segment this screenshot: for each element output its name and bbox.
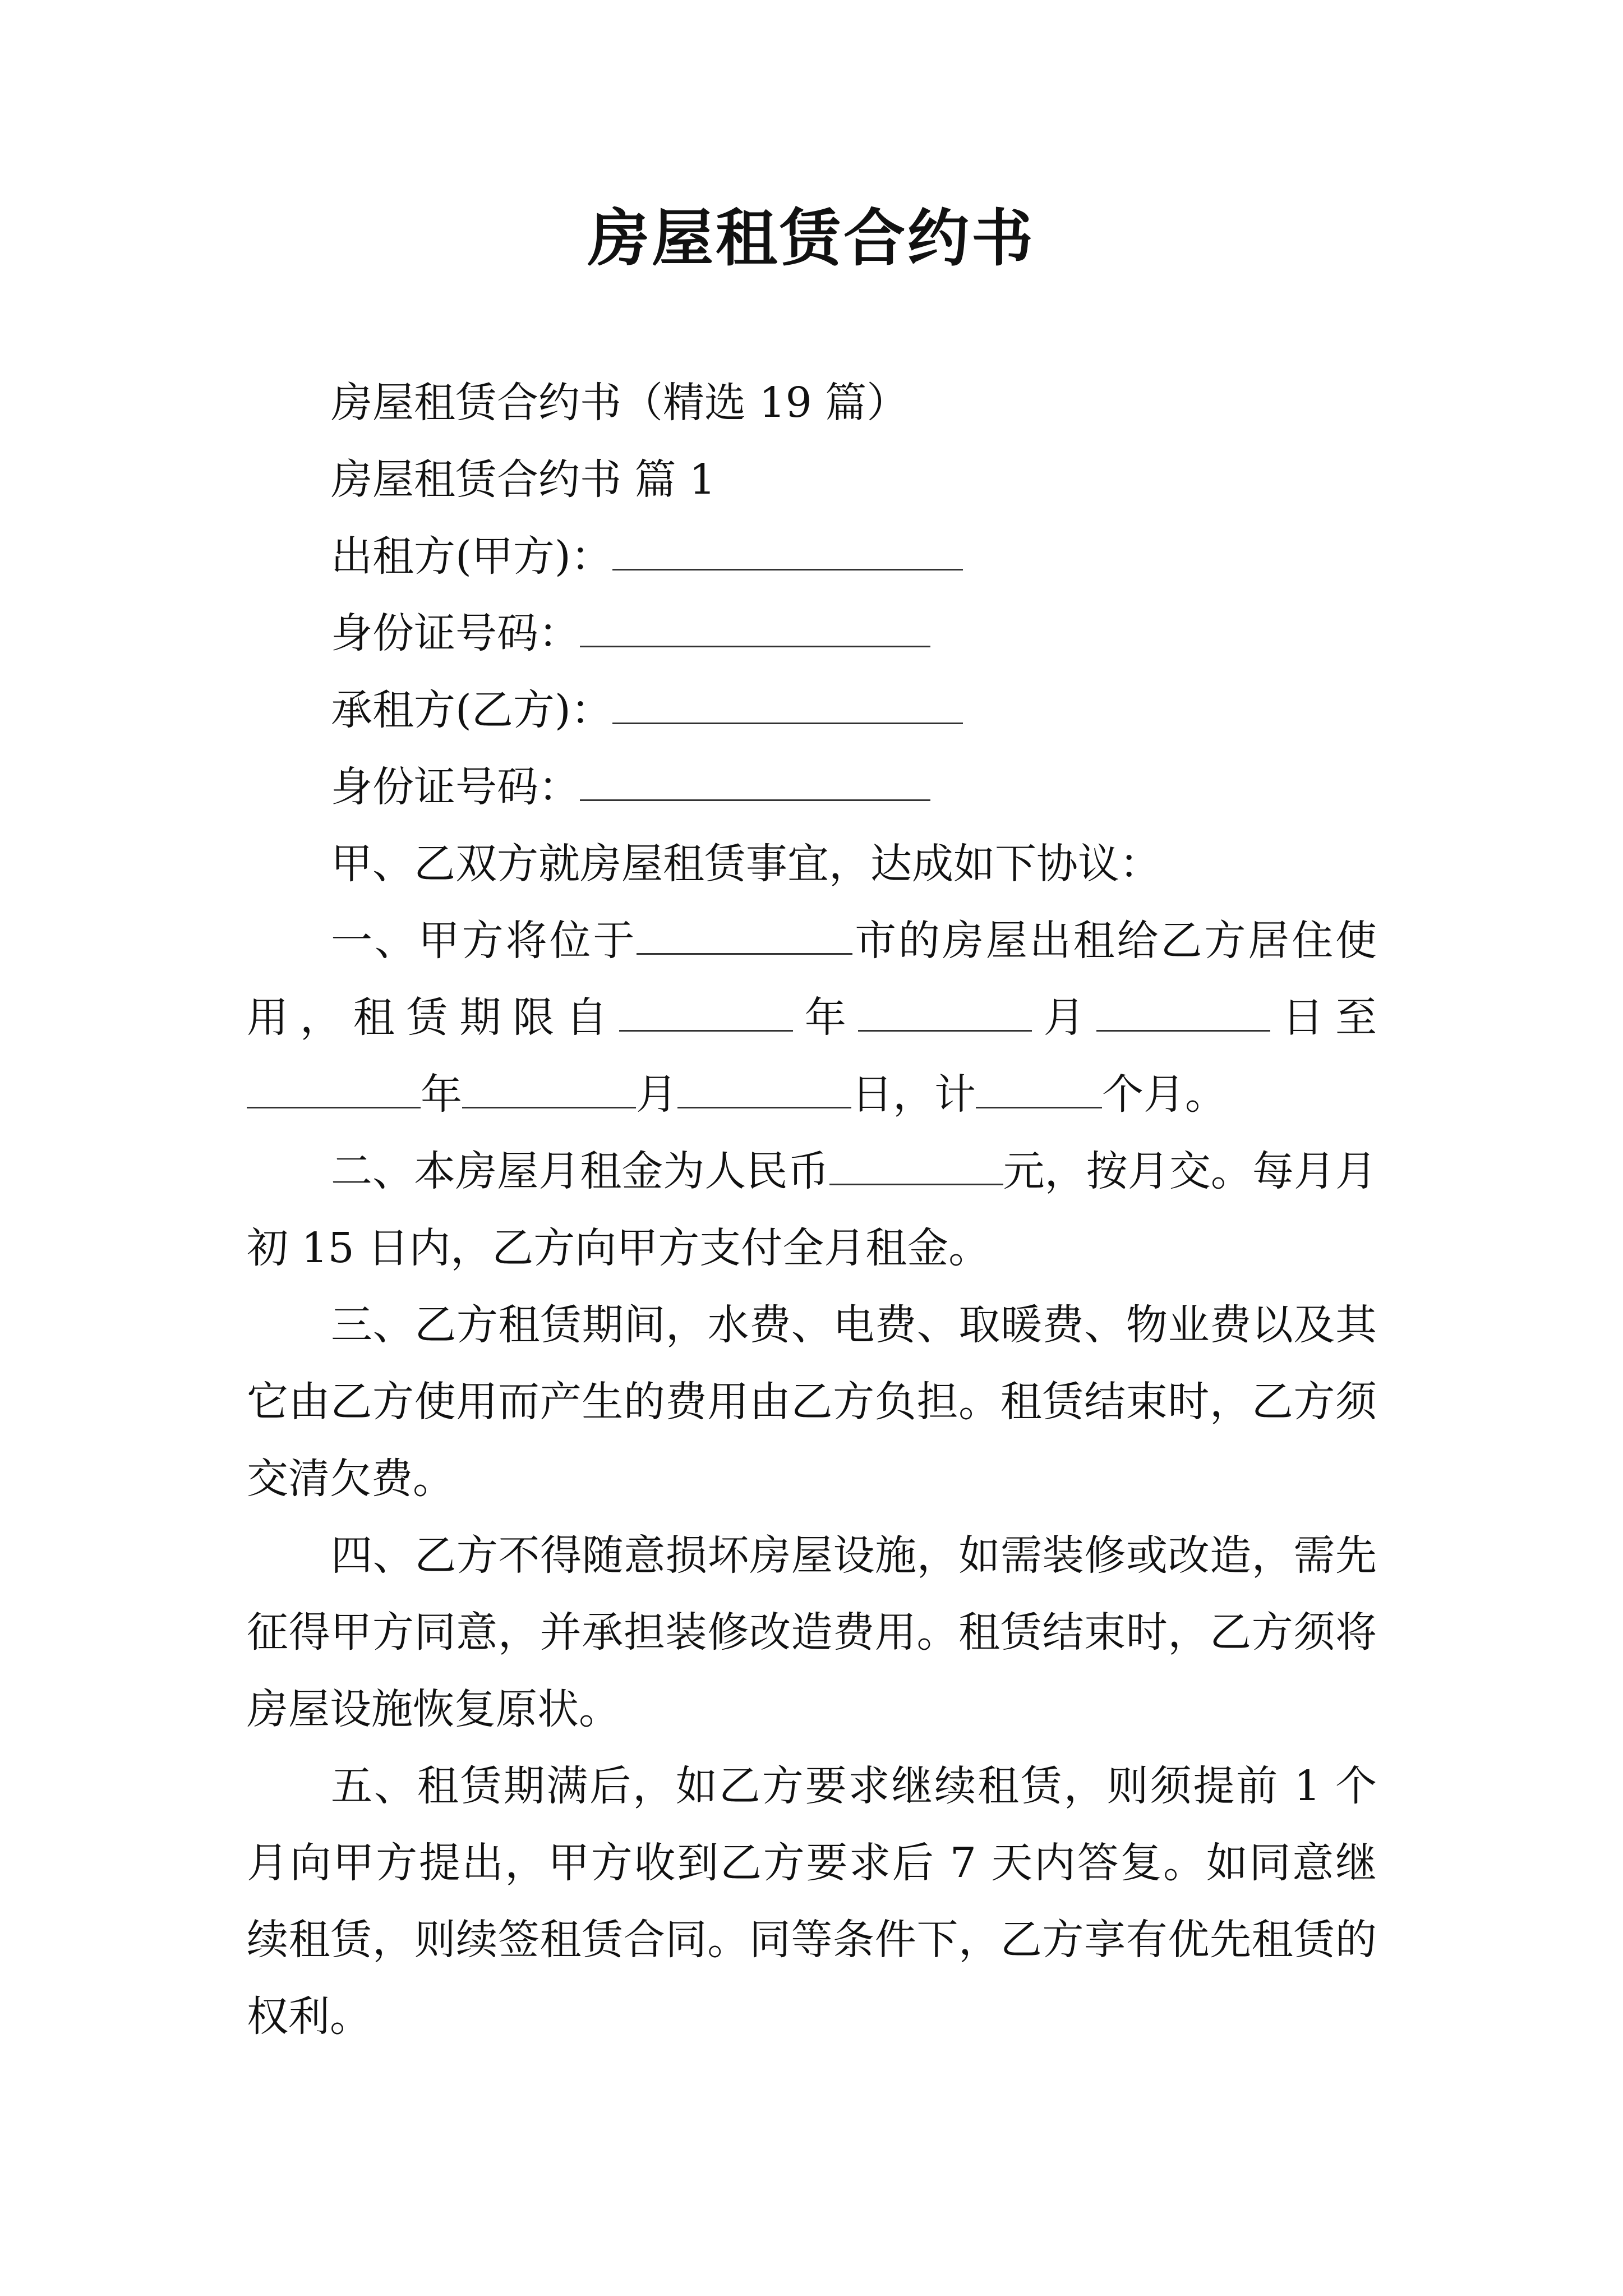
- start-year-blank: [619, 996, 793, 1032]
- clause-4: 四、乙方不得随意损坏房屋设施，如需装修或改造，需先征得甲方同意，并承担装修改造费用。租赁结束时，乙方须将房屋设施恢复原状。: [247, 1531, 1377, 1733]
- lessee-line: 承租方(乙方)：: [247, 672, 1377, 749]
- clause-2: 二、本房屋月租金为人民币 元，按月交。每月月初 15 日内，乙方向甲方支付全月租金。: [247, 1147, 1377, 1272]
- lessor-id-blank: [580, 612, 930, 647]
- start-day-blank: [1096, 996, 1270, 1032]
- clause-5: 五、租赁期满后，如乙方要求继续租赁，则须提前 1 个月向甲方提出，甲方收到乙方要求后 7 天内答复。如同意继续租赁，则续签租赁合同。同等条件下，乙方享有优先租赁的权利。: [247, 1762, 1377, 2041]
- lessee-id-line: 身份证号码：: [247, 749, 1377, 826]
- city-blank: [637, 919, 852, 955]
- start-month-blank: [858, 996, 1032, 1032]
- subtitle: 房屋租赁合约书（精选 19 篇）: [331, 379, 909, 427]
- lessor-blank: [612, 535, 963, 570]
- end-day-blank: [677, 1073, 851, 1108]
- rent-blank: [829, 1150, 1003, 1185]
- agreement-intro: 甲、乙双方就房屋租赁事宜，达成如下协议：: [331, 840, 1161, 888]
- clause-3: 三、乙方租赁期间，水费、电费、取暖费、物业费以及其它由乙方使用而产生的费用由乙方负担。租赁结束时，乙方须交清欠费。: [247, 1301, 1377, 1503]
- end-year-blank: [247, 1073, 421, 1108]
- lessor-id-line: 身份证号码：: [247, 595, 1377, 672]
- months-blank: [976, 1073, 1102, 1108]
- section-heading: 房屋租赁合约书 篇 1: [331, 455, 716, 504]
- document-body: [247, 365, 1377, 2055]
- clause-1: 一、甲方将位于 市的房屋出租给乙方居住使用，租赁期限自 年 月 日至年 月 日，计 个月。: [247, 917, 1377, 1119]
- lessor-line: 出租方(甲方)：: [247, 518, 1377, 595]
- lessee-blank: [612, 689, 963, 724]
- end-month-blank: [462, 1073, 636, 1108]
- document-title: 房屋租赁合约书: [588, 203, 1035, 274]
- lessee-id-blank: [580, 766, 930, 801]
